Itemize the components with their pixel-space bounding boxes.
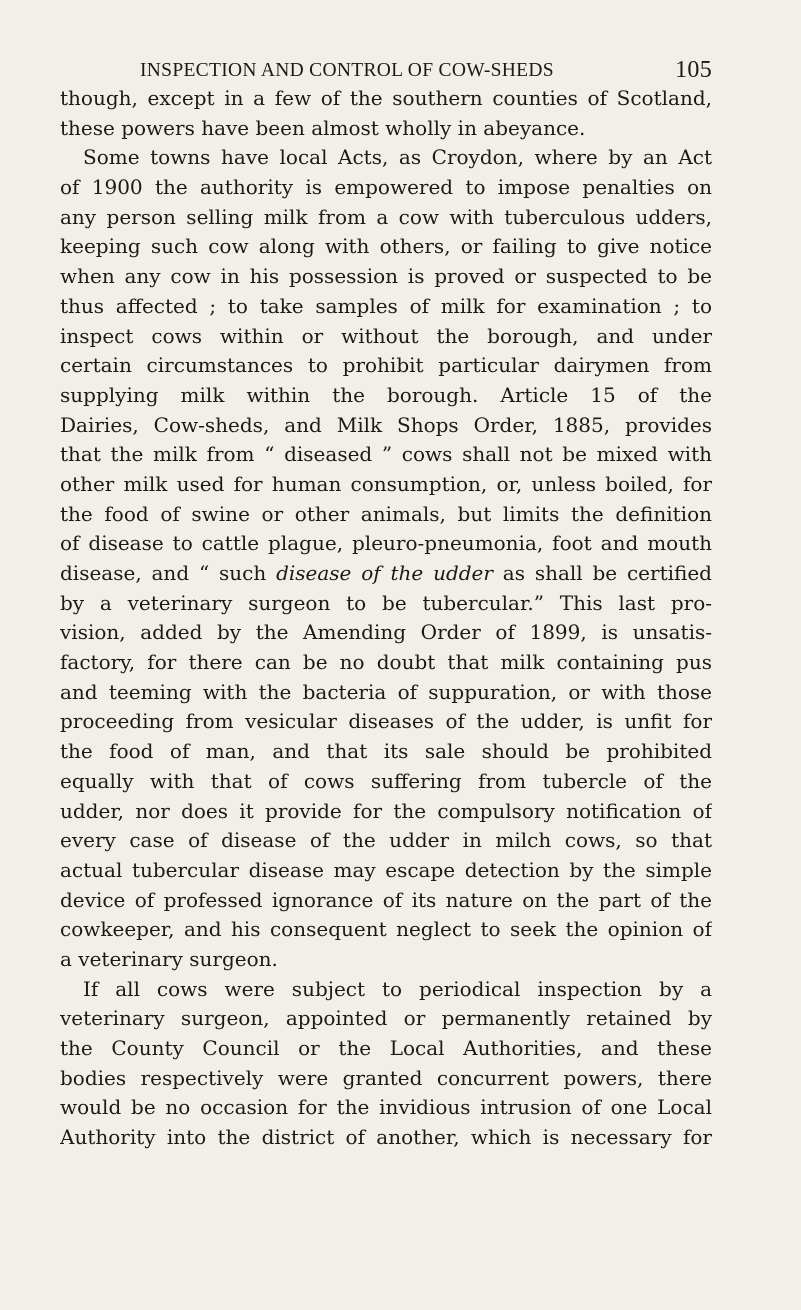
italic-phrase: disease of the udder [276,561,493,585]
paragraph-start-line: Some towns have local Acts, as Croydon, where by an Act [83,145,712,170]
text-line: a veterinary surgeon. [60,946,278,971]
running-head-title: INSPECTION AND CONTROL OF COW-SHEDS [140,60,554,81]
text-line: actual tubercular disease may escape detection by the simple [60,857,712,882]
text-line: the food of swine or other animals, but limits the definition [60,501,712,526]
text-line: that the milk from “ diseased ” cows shall not be mixed with [60,442,712,467]
text-line: when any cow in his possession is proved or suspected to be [60,264,712,289]
text-line: proceeding from vesicular diseases of the udder, is unfit for [60,709,712,734]
text-line: the food of man, and that its sale should be prohibited [60,739,712,764]
text-line: the County Council or the Local Authorities, and these [60,1036,712,1060]
text-line: other milk used for human consumption, or, unless boiled, for [60,471,712,496]
text-line: equally with that of cows suffering from tubercle of the [60,768,712,793]
text-line: cowkeeper, and his consequent neglect to seek the opinion of [60,917,712,942]
text-line: bodies respectively were granted concurrent powers, there [60,1065,712,1090]
text-line: and teeming with the bacteria of suppuration, or with those [60,679,712,704]
text-line: supplying milk within the borough. Article 15 of the [60,382,712,407]
paragraph-start-line: If all cows were subject to periodical inspection by a [83,976,712,1001]
text-segment: as shall be certified [492,561,712,585]
text-line: these powers have been almost wholly in abeyance. [60,115,586,140]
text-line: factory, for there can be no doubt that milk containing pus [60,650,712,675]
text-line: Dairies, Cow-sheds, and Milk Shops Order, 1885, provides [60,412,712,437]
text-line: Authority into the district of another, which is necessary for [60,1125,712,1150]
text-segment: disease, and “ such [60,561,277,585]
text-line: of 1900 the authority is empowered to impose penalties on [60,175,712,200]
text-line: any person selling milk from a cow with tuberculous udders, [60,204,712,229]
text-line: thus affected ; to take samples of milk for examination ; to [60,293,712,318]
text-line: udder, nor does it provide for the compulsory notification of [60,798,712,823]
text-line: of disease to cattle plague, pleuro-pneumonia, foot and mouth [60,531,712,556]
text-line-with-italic [60,559,712,589]
text-line: certain circumstances to prohibit particular dairymen from [60,353,712,378]
text-line: device of professed ignorance of its nature on the part of the [60,887,712,912]
text-line: inspect cows within or without the borough, and under [60,323,712,348]
text-line: though, except in a few of the southern counties of Scotland, [60,86,712,110]
text-line: every case of disease of the udder in milch cows, so that [60,828,712,853]
text-line: would be no occasion for the invidious intrusion of one Local [60,1095,712,1120]
text-line: by a veterinary surgeon to be tubercular.” This last pro- [60,590,712,615]
text-line: vision, added by the Amending Order of 1899, is unsatis- [60,620,712,645]
page-number: 105 [675,57,712,83]
text-line: veterinary surgeon, appointed or permanently retained by [60,1006,712,1031]
body-text [60,84,712,1153]
text-line: keeping such cow along with others, or failing to give notice [60,234,712,259]
